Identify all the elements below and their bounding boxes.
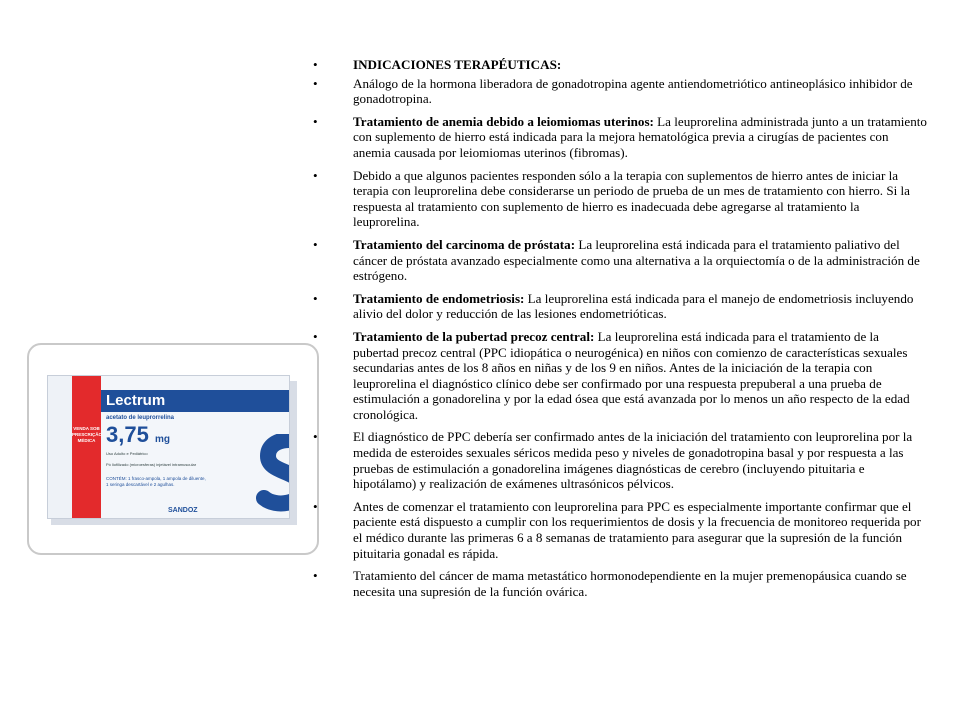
list-item-ppc-compliance: • Antes de comenzar el tratamiento con leuprorelina para PPC es especialmente importante confirmar que el paciente está dispuesto a cumplir con los requerimientos de dosis y la frecuencia de monitoreo requerida por el médico durante las primeras 6 a 8 semanas de tratamiento para asegurar que la supresión de la función pituitaria gonadal es rápida. xyxy=(313,499,928,561)
product-substance: acetato de leuprorrelina xyxy=(106,415,175,421)
sandoz-s-logo-icon xyxy=(256,434,290,514)
list-item-analog: • Análogo de la hormona liberadora de gonadotropina agente antiendometriótico antineoplásico inhibidor de gonadotropina. xyxy=(313,76,928,107)
product-box-image xyxy=(47,375,297,523)
list-item-heading: • INDICACIONES TERAPÉUTICAS: xyxy=(313,57,928,73)
list-item-endometriosis: • Tratamiento de endometriosis: La leuprorelina está indicada para el manejo de endometriosis incluyendo alivio del dolor y reducción de las lesiones endometrióticas. xyxy=(313,291,928,322)
product-dose xyxy=(106,423,170,452)
product-use-line: Uso Adulto e Pediátrico xyxy=(106,451,148,456)
list-item-breast-cancer: • Tratamiento del cáncer de mama metastático hormonodependiente en la mujer premenopáusica cuando se necesita una supresión de la función ovárica. xyxy=(313,568,928,599)
list-item-ppc-diagnosis: • El diagnóstico de PPC debería ser confirmado antes de la iniciación del tratamiento con leuprorelina por la medida de esteroides sexuales séricos medida peso y niveles de gonadotropina basal y por respuesta a las pruebas de estimulación a gonadorelina imágenes diagnósticas de cerebro (incluyendo pituitaria e hipotálamo) y realización de exámenes ultrasónicos pélvicos. xyxy=(313,429,928,491)
dose-unit: mg xyxy=(154,434,170,445)
manufacturer-logo xyxy=(168,507,198,514)
prescription-label-band xyxy=(72,376,101,519)
list-item-iron-therapy: • Debido a que algunos pacientes responden sólo a la terapia con suplementos de hierro antes de iniciar la terapia con leuprorelina debe considerarse un periodo de prueba de un mes de tratamiento con hierro. Si la respuesta al tratamiento con suplemento de hierro es inadecuada debe agregarse al tratamiento la leuprorelina. xyxy=(313,168,928,230)
list-item-anemia: • Tratamiento de anemia debido a leiomiomas uterinos: La leuprorelina administrada junto a un tratamiento con suplemento de hierro está indicada para la mejora hematológica previa a cirugías de pacientes con anemia causada por leiomiomas uterinos (fibromas). xyxy=(313,114,928,161)
list-item-prostate: • Tratamiento del carcinoma de próstata: La leuprorelina está indicada para el tratamiento paliativo del cáncer de próstata avanzado especialmente como una alternativa a la orquiectomía o de la administración de estrógeno. xyxy=(313,237,928,284)
list-item-precocious-puberty: • Tratamiento de la pubertad precoz central: La leuprorelina está indicada para el tratamiento de la pubertad precoz central (PPC idiopática o neurogénica) en niños con comienzo de características sexuales secundarias antes de los 8 años en niñas y de los 9 en niños. Antes de la iniciación de la terapia con leuprorelina el diagnóstico clínico debe ser confirmado por una respuesta prepuberal a una prueba de estimulación a gonadorelina y por la edad ósea que está avanzada por lo menos un año respecto de la edad cronológica. xyxy=(313,329,928,423)
indications-list xyxy=(313,57,928,606)
dose-value: 3,75 xyxy=(106,422,149,447)
product-route-line: Pó liofilizado (microesferas) injetável intramuscular xyxy=(106,462,197,467)
product-brand: Lectrum xyxy=(106,392,166,409)
manufacturer-name: SANDOZ xyxy=(168,507,198,514)
prescription-label-text: VENDA SOB PRESCRIÇÃO MÉDICA xyxy=(72,426,103,443)
product-content-text: CONTÉM: 1 frasco-ampola, 1 ampola de diluente, 1 seringa descartável e 2 agulhas. xyxy=(106,476,206,487)
